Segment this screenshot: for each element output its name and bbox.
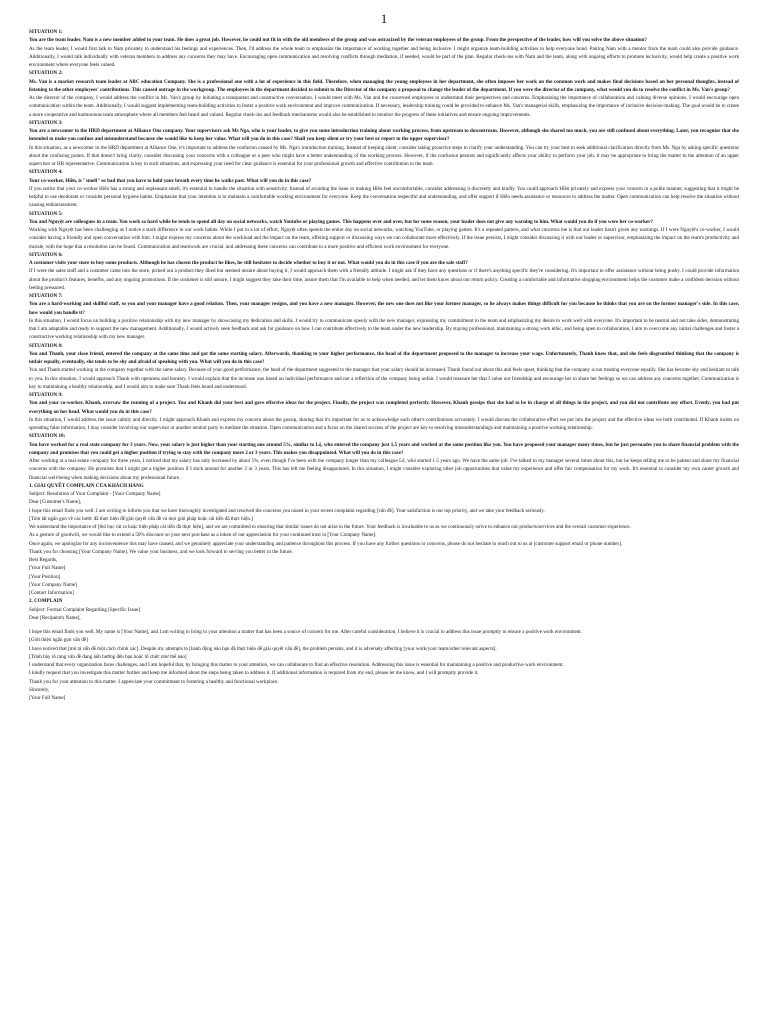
section-body-top xyxy=(29,606,739,623)
text-line: Best Regards, xyxy=(29,557,58,563)
text-line: [Contact Information] xyxy=(29,590,74,596)
text-line: Thank you for choosing [Your Company Name]. We value your business, and we look forward to serving you better in the future. xyxy=(29,548,294,555)
situation-question: You are a newcomer to the HRD department at Alliance One company. Your supervisors ask Ms Nga, who is your leader, to give you some introduction training about working process, from upstream to downstream. However, although she shared too much, you are still confused about everything. Later, you recognize that she intended to make you confuse and misunderstand because she would like to keep her value. What will you do in this case? Shall you keep silent or try your best or report to the upper supervisor? xyxy=(29,128,739,143)
situation-question: You and Nguyệt are colleagues in a team. You work so hard while he tends to spend all day on social networks, watch Youtube or playing games. This happens over and over, but for some reason, your leader does not give any warning to him. What would you do if you were her co-worker? xyxy=(29,218,653,225)
situation-question: You are the team leader. Nam is a new member added to your team. He does a great job. However, he could not fit in with the old members of the group and was ostracized by the veteran employees of the group. From the perspective of the leader, how will you solve the above situation? xyxy=(29,37,647,44)
situation-question: You and Thanh, your close friend, entered the company at the same time and got the same starting salary. Afterwards, thanking to your higher performance, the head of the department proposed to the manager to increase your wage. Unfortunately, Thanh knew that, and she feels disgruntled thinking that the company is unfair equally, eventually, she tends to be shy and afraid of speaking with you. What will you do in this case? xyxy=(29,350,739,365)
section-body-bottom xyxy=(29,628,739,702)
situation-answer: As the team leader, I would first talk to Nam privately to understand his feelings and experiences. Then, I'd address the whole team to emphasize the importance of working together and being inclusive. I might organize team-building activities to help everyone bond. Pairing Nam with a mentor from the team could also provide guidance. Additionally, I would talk individually with veteran members to address any concerns they may have. Encouraging open communication and resolving conflicts through mediation, if needed, would be part of the plan. Regular check-ins with Nam and the team, along with ongoing efforts to promote inclusivity, would help create a positive work environment where everyone feels valued. xyxy=(29,45,739,68)
section-complain xyxy=(29,597,739,702)
text-line: [Trình bày rõ ràng vấn đề đang ảnh hưởng đến bạn hoặc tổ chức như thế nào] xyxy=(29,653,187,660)
situation-question: You have worked for a real state company for 3 years. Now, your salary is just higher than your starting one around 5%, similar to Lệ, who entered the company just 1,5 years and worked at the same position like you. You have proposed your manager many times, but he just persuades you to share financial problem with the company and promises that you could get a higher position if trying to stay with the company more 2 or 3 years. This makes you disappointed. What will you do in this case? xyxy=(29,441,739,456)
situations-list xyxy=(29,28,739,482)
text-line: [Your Full Name] xyxy=(29,565,66,572)
situation-heading: SITUATION 4: xyxy=(29,169,63,176)
text-line: Once again, we apologize for any inconvenience this may have caused, and we genuinely appreciate your understanding and patience throughout this process. If you have any further questions or concerns, please do not hesitate to reach out to us at [customer support email or phone number]. xyxy=(29,540,623,547)
situation-answer: If you notice that your co-worker Hiền has a strong and unpleasant smell, it's essential to handle the situation with sensitivity. Instead of avoiding the issue or making Hiền feel uncomfortable, consider addressing it discreetly and kindly. You could approach Hiền privately and express your concern in a polite manner, suggesting that it might be helpful to use deodorant or consider personal hygiene habits. Emphasize that your intention is to maintain a comfortable working environment for everyone. Keep the conversation respectful and understanding, and offer support if Hiền needs assistance or resources to address the matter. Open communication can help resolve the situation without causing embarrassment. xyxy=(29,185,739,209)
text-line: [Your Position] xyxy=(29,573,61,580)
situation-heading: SITUATION 1: xyxy=(29,29,63,35)
situation-block xyxy=(29,432,739,482)
section-body xyxy=(29,490,739,597)
text-line: Thank you for your attention to this matter. I appreciate your commitment to fostering a healthy and functional workplace. xyxy=(29,678,279,685)
situation-block xyxy=(29,342,739,392)
text-line: As a gesture of goodwill, we would like to extend a 50% discount on your next purchase as a token of our appreciation for your continued trust in [Your Company Name]. xyxy=(29,532,377,539)
text-line: Subject: Resolution of Your Complaint - [Your Company Name] xyxy=(29,491,161,497)
situation-heading: SITUATION 9: xyxy=(29,392,63,398)
situation-block xyxy=(29,69,739,119)
section-title: 2. COMPLAIN xyxy=(29,598,63,605)
text-line: I understand that every organization faces challenges, and I am hopeful that, by bringing this matter to your attention, we can collaborate to find an effective resolution. Addressing this issue is essential for maintaining a positive and productive work environment. xyxy=(29,662,564,668)
situation-heading: SITUATION 6: xyxy=(29,251,63,258)
situation-answer: In this situation, I would address the issue calmly and directly. I might approach Khanh and express my concern about the gossip, sharing that it's important for us to acknowledge each other's contributions accurately. I would discuss the collaborative effort we put into the project and the effective ideas we both contributed. If Khanh insists on spreading false information, I may consider involving our supervisor or another neutral party to mediate the situation. Open communication and a focus on the shared success of the project are key to resolving misunderstandings and maintaining a positive working relationship. xyxy=(29,416,739,431)
situation-question: You are a hard-working and skillful staff, so you and your manager have a good relation. Then, your manager resigns, and you have a new manager. However, the new one does not like your former manager, so he always makes things difficult for you because he thinks that you are on the former manager's side. In this case, how would you handle it? xyxy=(29,301,739,316)
situation-block xyxy=(29,168,739,209)
section-title: 1. GIẢI QUYẾT COMPLAIN CỦA KHÁCH HÀNG xyxy=(29,482,144,489)
situation-answer: You and Thanh started working at the company together with the same salary. Because of your good performance, the head of the department suggested to the manager that your salary should be increased. Thanh found out about this and feels upset, thinking that the company is not treating everyone equally. She has become shy and hesitant to talk to you. In this situation, I would approach Thanh with openness and honesty. I would explain that the increase was based on individual performance and not a reflection of the company being unfair. I would reassure her that I value our friendship and encourage her to share her feelings so we can address any concerns together. Communication is key to maintaining a healthy relationship, and I would aim to make sure Thanh feels heard and understood. xyxy=(29,367,739,390)
situation-heading: SITUATION 7: xyxy=(29,293,63,299)
situation-block xyxy=(29,119,739,169)
text-line: [Tóm tắt ngắn gọn về các bước đã thực hiện để giải quyết vấn đề và mọi giải pháp hoặc cải tiến đã thực hiện.] xyxy=(29,515,253,522)
situation-answer: In this situation, as a newcomer in the HRD department at Alliance One, it's important to address the confusion caused by Ms. Nga's introduction training. Instead of keeping silent, consider taking proactive steps to clarify your understanding. You can try your best to seek additional clarification directly from Ms. Nga by asking specific questions about the confusing points. If that doesn't bring clarity, consider discussing your concerns with a colleague or a peer who might have a better understanding of the working process. However, if the confusion persists and significantly affects your ability to perform your job, it may be appropriate to bring the matter to the attention of an upper supervisor or HR representative. Communication is key in such situations, and expressing your need for clear guidance is essential for your professional growth and effective contribution to the team. xyxy=(29,144,739,167)
text-line: [Your Company Name] xyxy=(29,581,77,588)
text-line: Subject: Formal Complaint Regarding [Specific Issue] xyxy=(29,606,141,613)
situation-heading: SITUATION 3: xyxy=(29,119,63,126)
text-line: I have noticed that [mô tả vấn đề một cách chính xác]. Despite my attempts to [hành động nào bạn đã thực hiện để giải quyết vấn đề], the problem persists, and it is adversely affecting [your work/your team/other relevant aspects]. xyxy=(29,645,497,652)
situation-heading: SITUATION 8: xyxy=(29,342,63,349)
situation-question: Your co-worker, Hiền, is "smell" so bad that you have to hold your breath every time he walks past. What will you do in this case? xyxy=(29,177,312,184)
section-customer-complaint-resolution xyxy=(29,482,739,598)
situation-question: Ms. Van is a market research team leader at ABC education Company. She is a professional one with a lot of experience in this field. Therefore, when managing the young employees in her department, she often imposes her work on the common work and makes final decisions based on her personal thoughts, instead of listening to the other employees' contributions. This caused outrage in the workgroup. The employees in the department decided to submit to the Director of the company a proposal to change the leader of the department. If you were the director of the company, what would you do to resolve the conflict in Ms. Van's group? xyxy=(29,78,739,93)
situation-heading: SITUATION 5: xyxy=(29,210,63,217)
situation-answer: As the director of the company, I would address the conflict in Ms. Van's group by initiating a transparent and constructive conversation. I would meet with Ms. Van and the concerned employees to understand their perspectives and concerns. Emphasizing the importance of collaboration and valuing diverse opinions, I would encourage open communication within the team. Additionally, I would suggest implementing team-building activities to foster a positive work environment and improve communication. If necessary, leadership training could be provided to enhance Ms. Van's managerial skills, emphasizing the importance of inclusive decision-making. The goal would be to create a more cooperative and harmonious team atmosphere where all members feel heard and valued. Regular check-ins and feedback mechanisms would also be established to monitor the progress of these initiatives and ensure ongoing improvements. xyxy=(29,95,739,118)
situation-answer: If I were the sales staff and a customer came into the store, picked out a product they liked but seemed unsure about buying it, I would approach them with a friendly attitude. I might ask if they have any questions or if there's anything specific they're considering. It's important to offer assistance without being pushy. I could provide information about the product's features, benefits, and any ongoing promotions. If the customer is still unsure, I might suggest they take their time, assure them that I'm available to help when needed, and let them know about our return policy. Creating a comfortable and informative shopping environment helps the customer make a confident decision without feeling pressured. xyxy=(29,268,739,291)
page-number: 1 xyxy=(380,11,388,26)
situation-block xyxy=(29,28,739,69)
situation-block xyxy=(29,251,739,292)
text-line: We understand the importance of [thủ bục rút ra hoặc biện pháp cải tiến đã thực hiện], and we are committed to ensuring that similar issues do not arise in the future. Your feedback is invaluable to us as we continuously strive to enhance our products/services and the overall customer experience. xyxy=(29,524,631,530)
situation-question: You and your co-worker, Khanh, oversaw the running of a project. You and Khanh did your best and gave effective ideas for the project. Finally, the project was completed perfectly. However, Khanh gossips that she had to be in charge of all things in the project, and you did not contribute any effort. Evenly, you had put everything on her head. What would you do in this case? xyxy=(29,400,739,415)
situation-block xyxy=(29,210,739,251)
situation-question: A customer visits your store to buy some products. Although he has chosen the product he likes, he still hesitates to decide whether to buy it or not. What would you do in this case if you are the sale staff? xyxy=(29,260,468,266)
text-line: Sincerely, xyxy=(29,686,50,693)
text-line: [Giới thiệu ngắn gọn vấn đề] xyxy=(29,637,88,644)
text-line: [Your Full Name] xyxy=(29,695,66,701)
text-line: I kindly request that you investigate this matter further and keep me informed about the steps being taken to address it. If additional information is required from my end, please let me know, and I will promptly provide it. xyxy=(29,670,479,677)
situation-block xyxy=(29,292,739,342)
situation-answer: After working at a real estate company for three years, I noticed that my salary has only increased by about 5%, even though I've been with the company longer than my colleague Lệ, who started 1.5 years ago. We have the same job. I've talked to my manager several times about this, but he keeps telling me to be patient and share my financial concerns with the company. He promises that I might get a higher position if I stick around for another 2 or 3 years. This has left me feeling disappointed. In this situation, I might consider exploring other job opportunities that value my experience and offer fair compensation for my work. It's essential to consider my own career growth and financial well-being when making decisions about my professional future. xyxy=(29,458,739,481)
text-line: I hope this email finds you well. I am writing to inform you that we have thoroughly investigated and resolved the concerns you raised in your recent complaint regarding [vấn đề]. Your satisfaction is our top priority, and we take your feedback seriously. xyxy=(29,507,545,514)
situation-heading: SITUATION 2: xyxy=(29,70,63,77)
text-line: I hope this email finds you well. My name is [Your Name], and I am writing to bring to your attention a matter that has been a source of concern for me. After careful consideration, I believe it is crucial to address this issue promptly to ensure a positive work environment. xyxy=(29,629,582,635)
situation-answer: Working with Nguyệt has been challenging as I notice a stark difference in our work habits. While I put in a lot of effort, Nguyệt often spends the entire day on social networks, watching YouTube, or playing games. It's a repeated pattern, and what concerns me is that our leader hasn't given any warnings. If I were Nguyệt's co-worker, I would consider having a friendly and open conversation with him. I might express my concerns about the workload and the impact on the team, offering support or discussing ways we can collaborate more effectively. If the issue persists, I might consider discussing it with our leader or supervisor, emphasizing the impact on the team's productivity and morale, with the hope that a resolution can be found. Communication and teamwork are crucial, and addressing these concerns can contribute to a more positive and efficient work environment for everyone. xyxy=(29,227,739,250)
situation-answer: In this situation, I would focus on building a positive relationship with my new manager by showcasing my dedication and skills. I would try to communicate openly with the new manager, expressing my commitment to the team and emphasizing my desire to work well with everyone. It's important to be neutral and not take sides, demonstrating that I am adaptable and ready to support the new management. Additionally, I would actively seek feedback and ask for guidance on how I can contribute effectively to the team under the new leadership. By staying professional, maintaining a strong work ethic, and being open to collaboration, I aim to overcome any initial challenges and foster a constructive working relationship with my new manager. xyxy=(29,317,739,341)
text-line: Dear [Recipient's Name], xyxy=(29,614,81,621)
situation-block xyxy=(29,391,739,432)
text-line: Dear [Customer's Name], xyxy=(29,499,81,506)
situation-heading: SITUATION 10: xyxy=(29,433,66,440)
